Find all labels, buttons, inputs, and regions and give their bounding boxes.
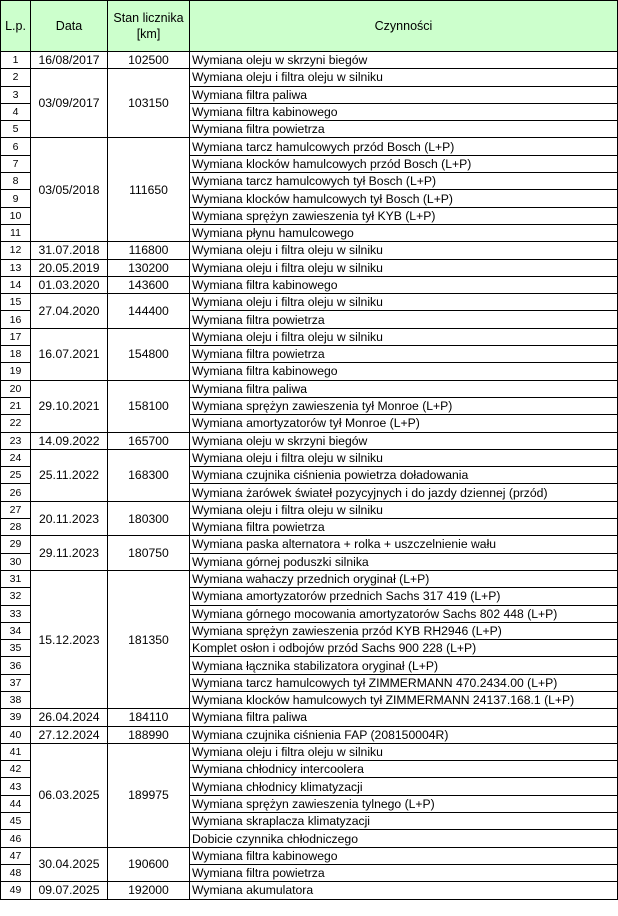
row-number-cell: 39	[1, 709, 31, 726]
activity-cell: Wymiana oleju i filtra oleju w silniku	[190, 294, 618, 311]
row-number-cell: 22	[1, 415, 31, 432]
row-number-cell: 27	[1, 501, 31, 518]
row-number-cell: 9	[1, 190, 31, 207]
activity-cell: Wymiana oleju i filtra oleju w silniku	[190, 69, 618, 86]
table-row	[1, 501, 618, 518]
activity-cell: Wymiana oleju i filtra oleju w silniku	[190, 743, 618, 760]
row-number-cell: 15	[1, 294, 31, 311]
activity-cell: Wymiana filtra kabinowego	[190, 847, 618, 864]
row-number-cell: 38	[1, 691, 31, 708]
odometer-cell: 180750	[108, 536, 190, 571]
odometer-cell: 188990	[108, 726, 190, 743]
table-row	[1, 52, 618, 69]
table-row	[1, 726, 618, 743]
date-cell: 16/08/2017	[31, 52, 108, 69]
date-cell: 31.07.2018	[31, 242, 108, 259]
header-date: Data	[31, 1, 108, 52]
odometer-cell: 111650	[108, 138, 190, 242]
activity-cell: Wymiana klocków hamulcowych tył Bosch (L+P)	[190, 190, 618, 207]
row-number-cell: 7	[1, 155, 31, 172]
date-cell: 20.11.2023	[31, 501, 108, 536]
odometer-cell: 130200	[108, 259, 190, 276]
odometer-cell: 184110	[108, 709, 190, 726]
row-number-cell: 4	[1, 103, 31, 120]
activity-cell: Wymiana płynu hamulcowego	[190, 224, 618, 241]
activity-cell: Wymiana klocków hamulcowych przód Bosch (L+P)	[190, 155, 618, 172]
row-number-cell: 37	[1, 674, 31, 691]
date-cell: 30.04.2025	[31, 847, 108, 882]
table-row	[1, 536, 618, 553]
row-number-cell: 5	[1, 121, 31, 138]
row-number-cell: 12	[1, 242, 31, 259]
odometer-cell: 102500	[108, 52, 190, 69]
header-row	[1, 1, 618, 52]
row-number-cell: 17	[1, 328, 31, 345]
activity-cell: Wymiana paska alternatora + rolka + uszczelnienie wału	[190, 536, 618, 553]
row-number-cell: 1	[1, 52, 31, 69]
row-number-cell: 24	[1, 449, 31, 466]
table-row	[1, 380, 618, 397]
odometer-cell: 180300	[108, 501, 190, 536]
activity-cell: Wymiana filtra paliwa	[190, 380, 618, 397]
row-number-cell: 25	[1, 467, 31, 484]
activity-cell: Wymiana czujnika ciśnienia FAP (208150004R)	[190, 726, 618, 743]
row-number-cell: 34	[1, 622, 31, 639]
table-body	[1, 52, 618, 900]
activity-cell: Wymiana chłodnicy intercoolera	[190, 761, 618, 778]
row-number-cell: 33	[1, 605, 31, 622]
odometer-cell: 189975	[108, 743, 190, 847]
row-number-cell: 40	[1, 726, 31, 743]
activity-cell: Wymiana filtra powietrza	[190, 864, 618, 881]
activity-cell: Wymiana górnej poduszki silnika	[190, 553, 618, 570]
table-row	[1, 294, 618, 311]
row-number-cell: 45	[1, 813, 31, 830]
date-cell: 14.09.2022	[31, 432, 108, 449]
activity-cell: Wymiana filtra powietrza	[190, 346, 618, 363]
row-number-cell: 48	[1, 864, 31, 881]
date-cell: 25.11.2022	[31, 449, 108, 501]
activity-cell: Wymiana oleju i filtra oleju w silniku	[190, 501, 618, 518]
date-cell: 29.11.2023	[31, 536, 108, 571]
row-number-cell: 32	[1, 588, 31, 605]
row-number-cell: 35	[1, 640, 31, 657]
row-number-cell: 11	[1, 224, 31, 241]
activity-cell: Wymiana tarcz hamulcowych przód Bosch (L+P)	[190, 138, 618, 155]
odometer-cell: 154800	[108, 328, 190, 380]
table-row	[1, 138, 618, 155]
row-number-cell: 46	[1, 830, 31, 847]
odometer-cell: 168300	[108, 449, 190, 501]
table-row	[1, 69, 618, 86]
activity-cell: Wymiana filtra paliwa	[190, 86, 618, 103]
row-number-cell: 16	[1, 311, 31, 328]
table-row	[1, 276, 618, 293]
activity-cell: Wymiana sprężyn zawieszenia tył Monroe (L+P)	[190, 397, 618, 414]
activity-cell: Wymiana chłodnicy klimatyzacji	[190, 778, 618, 795]
table-row	[1, 242, 618, 259]
activity-cell: Wymiana tarcz hamulcowych tył ZIMMERMANN 470.2434.00 (L+P)	[190, 674, 618, 691]
activity-cell: Komplet osłon i odbojów przód Sachs 900 228 (L+P)	[190, 640, 618, 657]
activity-cell: Wymiana amortyzatorów tył Monroe (L+P)	[190, 415, 618, 432]
activity-cell: Wymiana filtra powietrza	[190, 311, 618, 328]
odometer-cell: 116800	[108, 242, 190, 259]
table-row	[1, 709, 618, 726]
row-number-cell: 10	[1, 207, 31, 224]
date-cell: 27.04.2020	[31, 294, 108, 329]
activity-cell: Wymiana łącznika stabilizatora oryginał (L+P)	[190, 657, 618, 674]
row-number-cell: 23	[1, 432, 31, 449]
odometer-cell: 144400	[108, 294, 190, 329]
odometer-cell: 181350	[108, 570, 190, 708]
date-cell: 01.03.2020	[31, 276, 108, 293]
activity-cell: Wymiana tarcz hamulcowych tył Bosch (L+P)	[190, 173, 618, 190]
row-number-cell: 6	[1, 138, 31, 155]
odometer-cell: 143600	[108, 276, 190, 293]
row-number-cell: 41	[1, 743, 31, 760]
row-number-cell: 3	[1, 86, 31, 103]
activity-cell: Wymiana wahaczy przednich oryginał (L+P)	[190, 570, 618, 587]
date-cell: 29.10.2021	[31, 380, 108, 432]
date-cell: 16.07.2021	[31, 328, 108, 380]
activity-cell: Wymiana filtra powietrza	[190, 519, 618, 536]
activity-cell: Wymiana filtra kabinowego	[190, 103, 618, 120]
row-number-cell: 29	[1, 536, 31, 553]
activity-cell: Wymiana czujnika ciśnienia powietrza doładowania	[190, 467, 618, 484]
row-number-cell: 21	[1, 397, 31, 414]
date-cell: 03/09/2017	[31, 69, 108, 138]
activity-cell: Wymiana żarówek świateł pozycyjnych i do jazdy dziennej (przód)	[190, 484, 618, 501]
activity-cell: Wymiana oleju w skrzyni biegów	[190, 52, 618, 69]
activity-cell: Wymiana oleju i filtra oleju w silniku	[190, 449, 618, 466]
row-number-cell: 13	[1, 259, 31, 276]
date-cell: 09.07.2025	[31, 882, 108, 899]
date-cell: 06.03.2025	[31, 743, 108, 847]
activity-cell: Wymiana sprężyn zawieszenia przód KYB RH2946 (L+P)	[190, 622, 618, 639]
row-number-cell: 30	[1, 553, 31, 570]
activity-cell: Wymiana filtra powietrza	[190, 121, 618, 138]
row-number-cell: 44	[1, 795, 31, 812]
header-lp: L.p.	[1, 1, 31, 52]
row-number-cell: 47	[1, 847, 31, 864]
table-row	[1, 328, 618, 345]
activity-cell: Wymiana oleju i filtra oleju w silniku	[190, 242, 618, 259]
table-row	[1, 882, 618, 899]
activity-cell: Wymiana oleju w skrzyni biegów	[190, 432, 618, 449]
activity-cell: Wymiana sprężyn zawieszenia tylnego (L+P)	[190, 795, 618, 812]
row-number-cell: 8	[1, 173, 31, 190]
activity-cell: Wymiana sprężyn zawieszenia tył KYB (L+P)	[190, 207, 618, 224]
activity-cell: Dobicie czynnika chłodniczego	[190, 830, 618, 847]
row-number-cell: 18	[1, 346, 31, 363]
row-number-cell: 26	[1, 484, 31, 501]
table-row	[1, 259, 618, 276]
header-odometer-line2: [km]	[136, 27, 161, 41]
date-cell: 20.05.2019	[31, 259, 108, 276]
odometer-cell: 190600	[108, 847, 190, 882]
activity-cell: Wymiana akumulatora	[190, 882, 618, 899]
header-odometer-line1: Stan licznika	[113, 11, 184, 25]
activity-cell: Wymiana oleju i filtra oleju w silniku	[190, 328, 618, 345]
header-odometer	[108, 1, 190, 52]
odometer-cell: 158100	[108, 380, 190, 432]
table-header	[1, 1, 618, 52]
row-number-cell: 43	[1, 778, 31, 795]
date-cell: 27.12.2024	[31, 726, 108, 743]
row-number-cell: 20	[1, 380, 31, 397]
header-activities: Czynności	[190, 1, 618, 52]
activity-cell: Wymiana amortyzatorów przednich Sachs 317 419 (L+P)	[190, 588, 618, 605]
date-cell: 15.12.2023	[31, 570, 108, 708]
date-cell: 26.04.2024	[31, 709, 108, 726]
activity-cell: Wymiana filtra kabinowego	[190, 276, 618, 293]
table-row	[1, 847, 618, 864]
table-row	[1, 449, 618, 466]
row-number-cell: 31	[1, 570, 31, 587]
activity-cell: Wymiana filtra kabinowego	[190, 363, 618, 380]
activity-cell: Wymiana oleju i filtra oleju w silniku	[190, 259, 618, 276]
row-number-cell: 36	[1, 657, 31, 674]
activity-cell: Wymiana skraplacza klimatyzacji	[190, 813, 618, 830]
row-number-cell: 2	[1, 69, 31, 86]
activity-cell: Wymiana filtra paliwa	[190, 709, 618, 726]
row-number-cell: 28	[1, 519, 31, 536]
row-number-cell: 49	[1, 882, 31, 899]
activity-cell: Wymiana górnego mocowania amortyzatorów Sachs 802 448 (L+P)	[190, 605, 618, 622]
row-number-cell: 42	[1, 761, 31, 778]
odometer-cell: 103150	[108, 69, 190, 138]
row-number-cell: 19	[1, 363, 31, 380]
row-number-cell: 14	[1, 276, 31, 293]
table-row	[1, 570, 618, 587]
activity-cell: Wymiana klocków hamulcowych tył ZIMMERMANN 24137.168.1 (L+P)	[190, 691, 618, 708]
date-cell: 03/05/2018	[31, 138, 108, 242]
table-row	[1, 743, 618, 760]
table-row	[1, 432, 618, 449]
odometer-cell: 192000	[108, 882, 190, 899]
odometer-cell: 165700	[108, 432, 190, 449]
